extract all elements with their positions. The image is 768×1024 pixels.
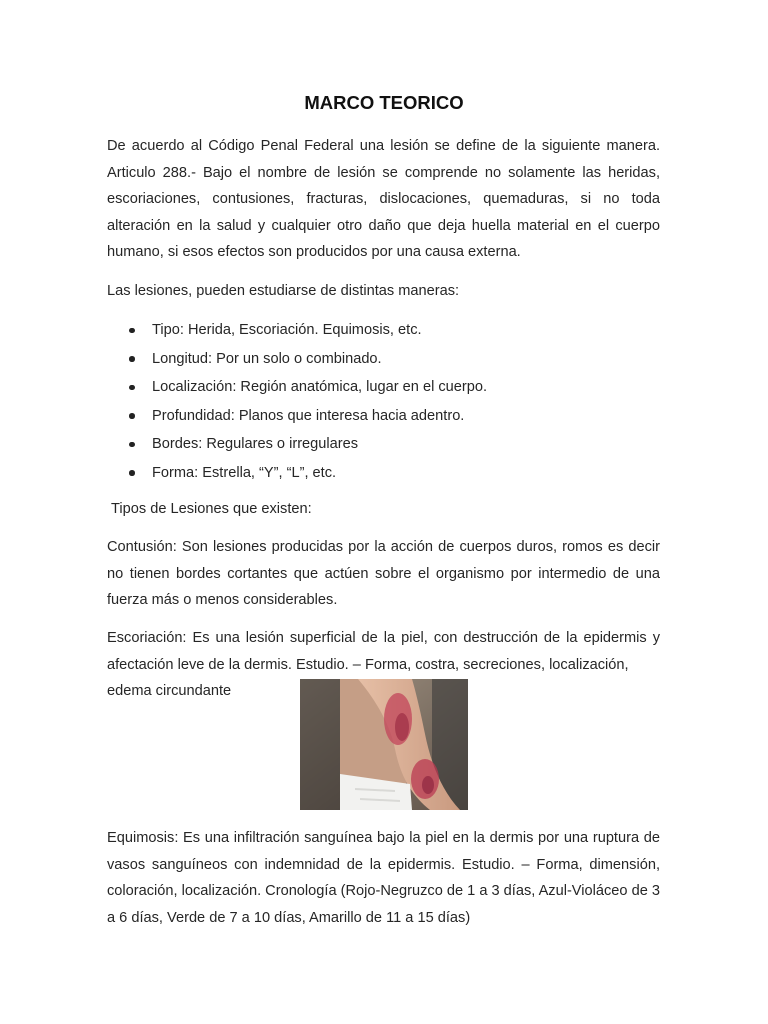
contusion-paragraph: Contusión: Son lesiones producidas por la acción de cuerpos duros, romos es decir no tienen bordes cortantes que actúen sobre el organismo por intermedio de una fuerza más o menos considerables. bbox=[107, 539, 660, 608]
list-item: Forma: Estrella, “Y”, “L”, etc. bbox=[107, 459, 487, 488]
abrasion-photo bbox=[300, 679, 468, 810]
list-intro: Las lesiones, pueden estudiarse de distintas maneras: bbox=[107, 283, 460, 299]
bullet-icon bbox=[129, 413, 135, 419]
types-heading: Tipos de Lesiones que existen: bbox=[111, 501, 312, 517]
bullet-icon bbox=[129, 470, 135, 476]
list-item: Profundidad: Planos que interesa hacia adentro. bbox=[107, 402, 487, 431]
intro-paragraph: De acuerdo al Código Penal Federal una lesión se define de la siguiente manera. Articulo 288.- Bajo el nombre de lesión se comprende no solamente las heridas, escoriaciones, contusiones, fracturas, dislocaciones, quemaduras, si no toda alteración en la salud y cualquier otro daño que deja huella material en el cuerpo humano, si esos efectos son producidos por una causa externa. bbox=[107, 138, 660, 260]
bullet-icon bbox=[129, 385, 135, 391]
list-item: Longitud: Por un solo o combinado. bbox=[107, 345, 487, 374]
escoriacion-paragraph-end: edema circundante bbox=[107, 683, 232, 699]
page-title: MARCO TEORICO bbox=[304, 92, 464, 113]
bullet-icon bbox=[129, 328, 135, 334]
bullet-icon bbox=[129, 442, 135, 448]
list-item: Tipo: Herida, Escoriación. Equimosis, etc. bbox=[107, 316, 487, 345]
equimosis-paragraph: Equimosis: Es una infiltración sanguínea bajo la piel en la dermis por una ruptura de vasos sanguíneos con indemnidad de la epidermis. Estudio. – Forma, dimensión, coloración, localización. Cronología (Rojo-Negruzco de 1 a 3 días, Azul-Violáceo de 3 a 6 días, Verde de 7 a 10 días, Amarillo de 11 a 15 días) bbox=[107, 830, 660, 926]
list-item: Bordes: Regulares o irregulares bbox=[107, 430, 487, 459]
arm-abrasion-image bbox=[300, 679, 468, 810]
escoriacion-paragraph: Escoriación: Es una lesión superficial de la piel, con destrucción de la epidermis y afectación leve de la dermis. Estudio. – Forma, costra, secreciones, localización, bbox=[107, 630, 660, 673]
list-item: Localización: Región anatómica, lugar en el cuerpo. bbox=[107, 373, 487, 402]
study-methods-list bbox=[107, 316, 487, 488]
bullet-icon bbox=[129, 356, 135, 362]
